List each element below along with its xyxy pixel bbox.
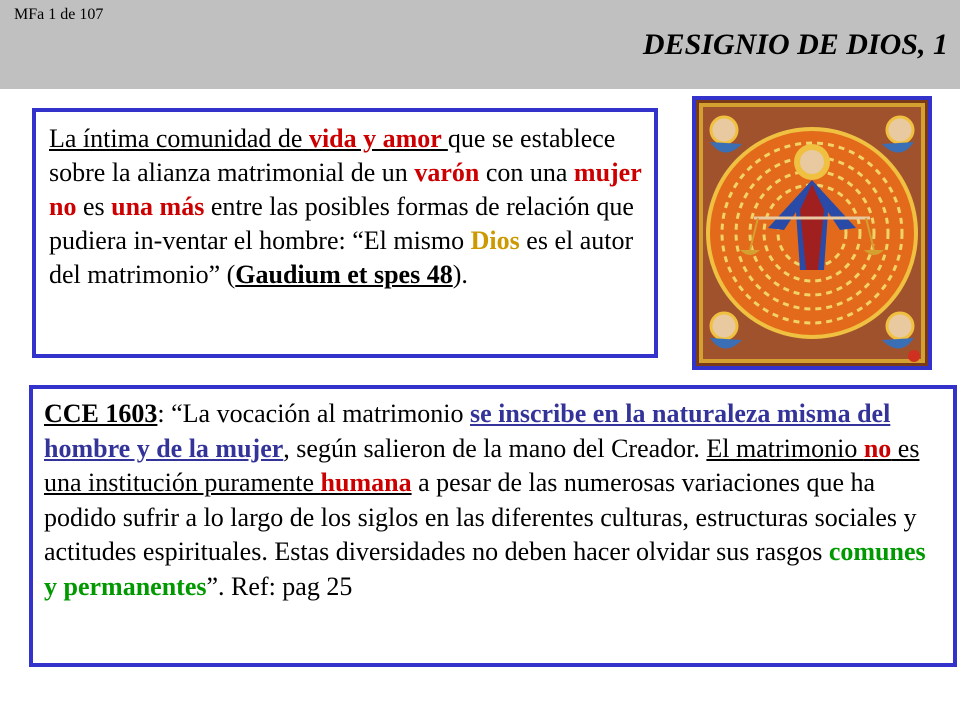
highlight-dios: Dios: [470, 226, 520, 255]
text-span: : “La vocación al matrimonio: [157, 399, 471, 428]
slide-title: DESIGNIO DE DIOS, 1: [642, 28, 948, 61]
text-span: entre las posibles formas de relación que pudiera in-ventar el hombre: “El mismo: [49, 192, 634, 255]
highlight-una-mas: una más: [111, 192, 205, 221]
citation-gaudium-et-spes: Gaudium et spes 48: [235, 260, 453, 289]
text-span: ).: [452, 260, 468, 289]
text-span: es el autor del matrimonio” (: [49, 226, 634, 289]
citation-cce-1603: CCE 1603: [44, 399, 158, 428]
quote-box-cce: [29, 385, 957, 667]
text-span: es: [76, 192, 112, 221]
highlight-comunes-permanentes: comunes y permanentes: [44, 537, 926, 601]
slide-counter: MFa 1 de 107: [14, 6, 104, 23]
cce-paragraph: [44, 397, 945, 604]
quote-paragraph: [49, 122, 646, 292]
highlight-mujer-no: mujer no: [49, 158, 642, 221]
text-span: , según salieron de la mano del Creador.: [283, 433, 707, 463]
text-span: que se establece sobre la alianza matrimonial de un: [49, 124, 616, 187]
text-span: La íntima comunidad de: [49, 124, 309, 153]
text-span: ”. Ref: pag 25: [206, 571, 353, 601]
underlined-text: [49, 124, 448, 153]
highlight-naturaleza: se inscribe en la naturaleza misma del hombre y de la mujer: [44, 399, 891, 463]
text-span: es una institución puramente: [44, 433, 920, 497]
highlight-varon: varón: [414, 158, 480, 187]
text-span: con una: [479, 158, 574, 187]
highlight-vida-amor: vida y amor: [308, 124, 448, 153]
text-span: a pesar de las numerosas variaciones que ha podido sufrir a lo largo de los siglos en las diferentes culturas, estructuras sociales y actitudes espirituales. Estas diversidades no deben hacer olvidar sus rasgos: [44, 468, 917, 566]
highlight-no: no: [863, 433, 892, 463]
christ-pantocrator-image: [692, 96, 932, 370]
christ-pantocrator-illumination-icon: [696, 100, 928, 366]
text-span: El matrimonio: [706, 433, 864, 463]
quote-box-gaudium: [32, 108, 658, 358]
slide-header: [0, 0, 960, 89]
highlight-humana: humana: [320, 468, 412, 497]
